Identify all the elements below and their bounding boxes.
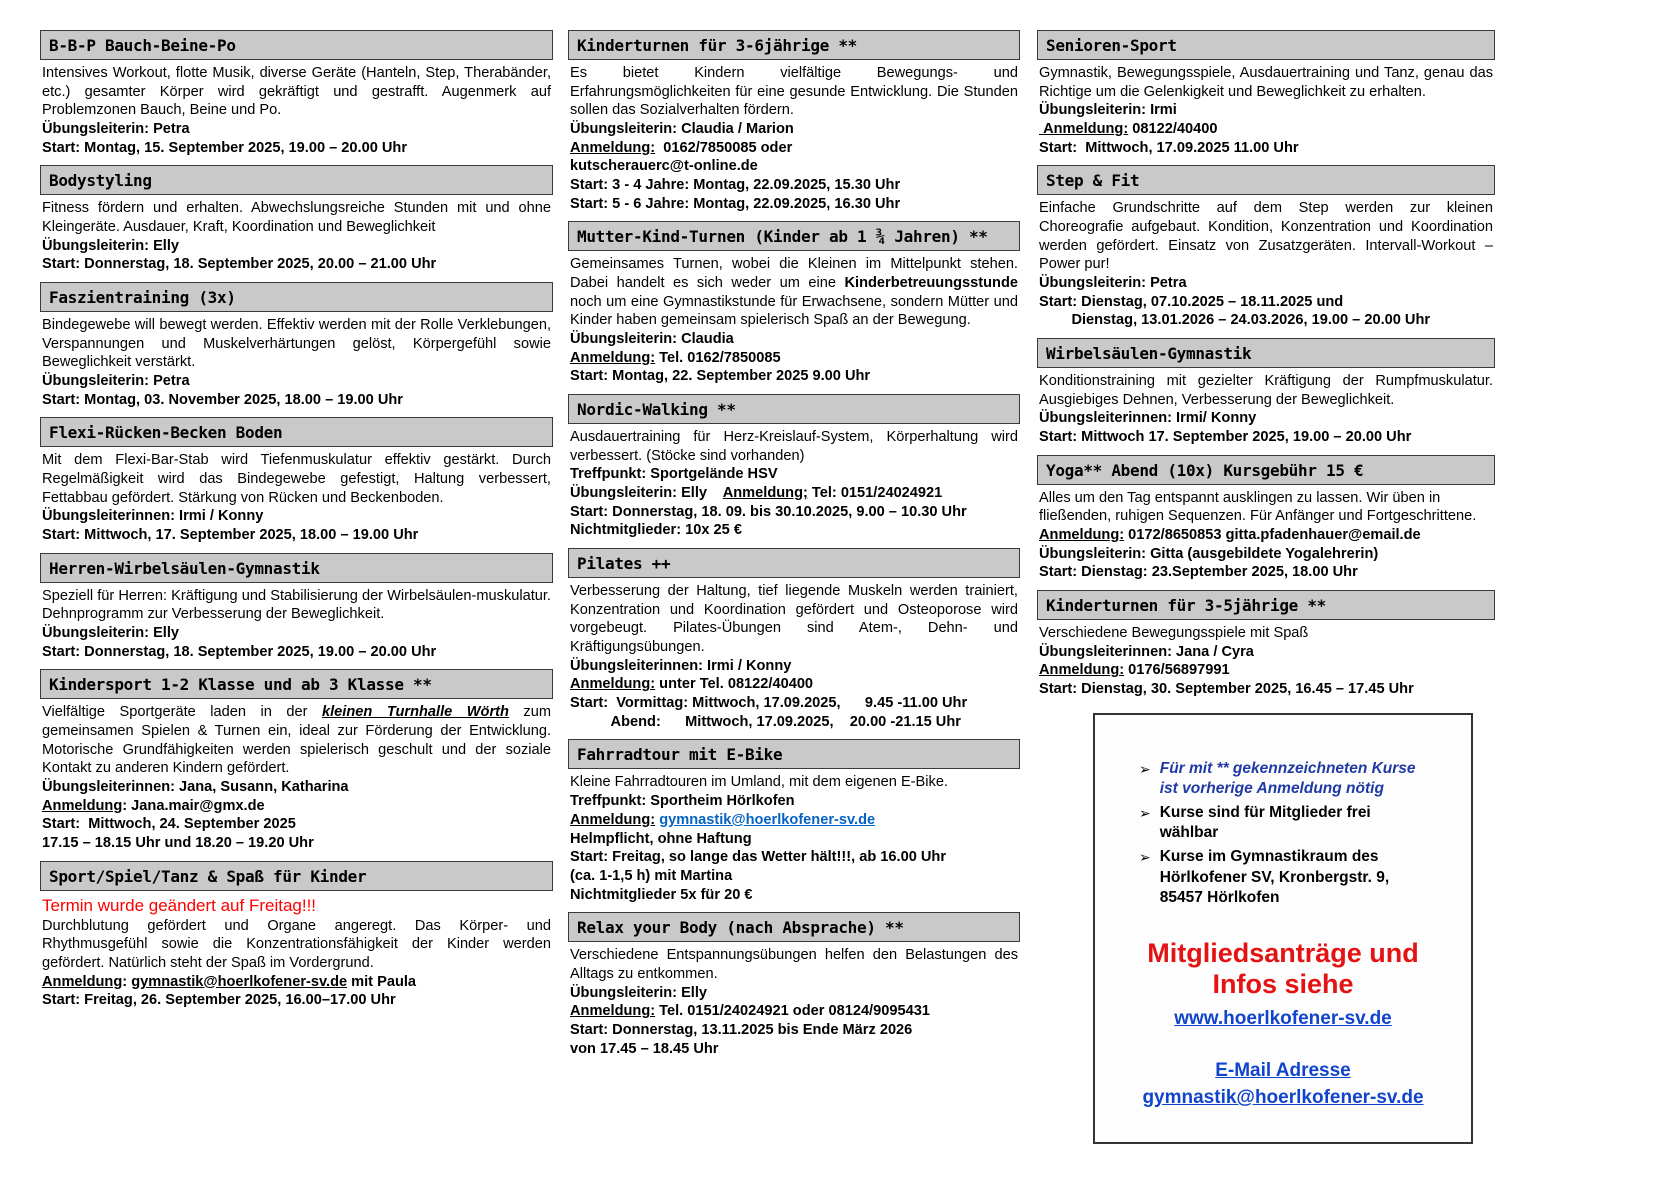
course-text-line (570, 773, 1018, 792)
text-segment: Einfache Grundschritte auf dem Step werden zur kleinen Choreografie aufgebaut. Kondition, Konzentration und Koordination werden gefördert. Einsatz von Zusatzgeräten. Intervall-Workout – Power pur! (1039, 200, 1493, 273)
text-segment: Kleine Fahrradtouren im Umland, mit dem eigenen E-Bike. (570, 774, 948, 791)
course-text-line (570, 792, 1018, 811)
course-text-line (570, 157, 1018, 176)
course-text-line (42, 834, 551, 853)
text-segment: Start: Dienstag, 07.10.2025 – 18.11.2025 und (1039, 293, 1344, 310)
text-segment: Tel. 0162/7850085 (655, 349, 781, 366)
text-segment: Start: Dienstag: 23.September 2025, 18.00 Uhr (1039, 564, 1358, 581)
course-text-line (42, 797, 551, 816)
text-segment: zum gemeinsamen Spielen & Turnen ein, ideal zur Förderung der Entwicklung. Motorische Grundfähigkeiten werden spielerisch geschult und der soziale Kontakt zu anderen Kindern gefördert. (42, 704, 551, 777)
text-segment: Anmeldung: (570, 349, 656, 366)
text-segment: 0176/56897991 (1124, 662, 1230, 679)
course-text-line (1039, 428, 1493, 447)
course-text-line (1039, 526, 1493, 545)
course-text-line (570, 139, 1018, 158)
text-segment: Tel. 0151/24024921 oder 08124/9095431 (655, 1003, 930, 1020)
course-title: Relax your Body (nach Absprache) ** (568, 912, 1020, 942)
course-title: Senioren-Sport (1037, 30, 1495, 60)
text-segment: Helmpflicht, ohne Haftung (570, 830, 752, 847)
text-segment: Anmeldung: (570, 811, 656, 828)
course-body (568, 428, 1020, 540)
course-text-line (1039, 680, 1493, 699)
course-text-line (1039, 274, 1493, 293)
course-body (40, 895, 553, 1010)
course-title: Faszientraining (3x) (40, 282, 553, 312)
text-segment: 0172/8650853 gitta.pfadenhauer@email.de (1124, 527, 1421, 544)
course-title: Fahrradtour mit E-Bike (568, 739, 1020, 769)
text-segment: Start: Freitag, so lange das Wetter hält!!!, ab 16.00 Uhr (570, 849, 947, 866)
course-text-line (42, 895, 551, 917)
course-text-line (570, 984, 1018, 1003)
course-text-line (570, 713, 1018, 732)
text-segment: Start: 5 - 6 Jahre: Montag, 22.09.2025, 16.30 Uhr (570, 195, 901, 212)
course-body (1037, 372, 1495, 447)
text-segment: Start: Vormittag: Mittwoch, 17.09.2025, 9.45 -11.00 Uhr (570, 695, 968, 712)
course-text-line (42, 507, 551, 526)
text-segment: Anmeldung (42, 973, 123, 990)
course-text-line (42, 139, 551, 158)
text-segment: Übungsleiterin: Elly (570, 485, 723, 502)
course-text-line (1039, 199, 1493, 274)
text-segment: Anmeldung; (722, 485, 808, 502)
text-segment: Nichtmitglieder 5x für 20 € (570, 886, 753, 903)
course-text-line (1039, 101, 1493, 120)
email-label-link[interactable]: E-Mail Adresse (1215, 1060, 1351, 1082)
course-text-line (42, 120, 551, 139)
text-segment: Start: Dienstag, 30. September 2025, 16.45 – 17.45 Uhr (1039, 681, 1414, 698)
text-segment: Übungsleiterinnen: Irmi/ Konny (1039, 410, 1257, 427)
text-segment: (ca. 1-1,5 h) mit Martina (570, 867, 733, 884)
course-title: Wirbelsäulen-Gymnastik (1037, 338, 1495, 368)
text-segment: Nichtmitglieder: 10x 25 € (570, 522, 742, 539)
text-segment: Gymnastik, Bewegungsspiele, Ausdauertraining und Tanz, genau das Richtige um die Gelenkigkeit und Beweglichkeit zu erhalten. (1039, 65, 1493, 100)
course-text-line (570, 830, 1018, 849)
course-body (568, 946, 1020, 1058)
text-segment: Uhr (693, 1040, 719, 1057)
text-segment: Start: Montag, 15. September 2025, 19.00 – 20.00 Uhr (42, 139, 408, 156)
text-segment: : Jana.mair@gmx.de (122, 797, 265, 814)
text-segment: 0162/7850085 oder (655, 139, 793, 156)
info-bullet-text: Für mit ** gekennzeichneten Kurse ist vorherige Anmeldung nötig (1159, 759, 1416, 797)
text-segment: unter Tel. 08122/40400 (655, 676, 814, 693)
course-text-line (42, 64, 551, 120)
course-text-line (570, 330, 1018, 349)
text-segment: kutscherauerc@t-online.de (570, 158, 758, 175)
course-text-line (570, 349, 1018, 368)
course-text-line (1039, 624, 1493, 643)
text-segment: 08122/40400 (1128, 121, 1218, 138)
course-card-yoga-abend-10x-kursgebühr-15 (1037, 455, 1495, 582)
course-text-line (570, 176, 1018, 195)
course-text-line (1039, 372, 1493, 409)
course-card-wirbelsäulen-gymnastik (1037, 338, 1495, 447)
text-segment: Verschiedene Entspannungsübungen helfen den Belastungen des Alltags zu entkommen. (570, 947, 1018, 982)
text-segment: Übungsleiterinnen: Jana, Susann, Katharina (42, 779, 349, 796)
info-bullet-text: Kurse im Gymnastikraum des Hörlkofener SV, Kronbergstr. 9, 85457 Hörlkofen (1159, 848, 1390, 906)
course-body (1037, 64, 1495, 157)
arrow-bullet-icon: ➢ (1139, 849, 1151, 866)
course-text-line (42, 316, 551, 372)
course-title: Nordic-Walking ** (568, 394, 1020, 424)
text-segment: Verschiedene Bewegungsspiele mit Spaß (1039, 625, 1309, 642)
course-body (40, 199, 553, 274)
info-bullet-text: Kurse sind für Mitglieder frei wählbar (1159, 804, 1371, 842)
text-segment: Übungsleiterin: Elly (570, 984, 708, 1001)
course-text-line (570, 503, 1018, 522)
arrow-bullet-icon: ➢ (1139, 805, 1151, 822)
course-text-line (570, 465, 1018, 484)
course-text-line (570, 848, 1018, 867)
course-title: Sport/Spiel/Tanz & Spaß für Kinder (40, 861, 553, 891)
club-email-link[interactable]: gymnastik@hoerlkofener-sv.de (1142, 1087, 1424, 1109)
course-body (40, 451, 553, 544)
course-card-mutter-kind-turnen-kinder-ab-1-jahren (568, 221, 1020, 386)
course-text-line (42, 778, 551, 797)
course-text-line (570, 484, 1018, 503)
column-1 (40, 30, 553, 1144)
course-body (40, 703, 553, 852)
text-segment: Übungsleiterin: Gitta (ausgebildete Yogalehrerin) (1039, 545, 1379, 562)
course-text-line (570, 867, 1018, 886)
text-segment: Anmeldung: (570, 676, 656, 693)
text-segment: Start: Montag, 22. September 2025 9.00 Uhr (570, 368, 871, 385)
text-segment: Übungsleiterin: Irmi (1039, 102, 1177, 119)
course-body (568, 64, 1020, 213)
text-segment: Verbesserung der Haltung, tief liegende Muskeln werden trainiert, Konzentration und Koordination gefördert und Osteoporose wird vorgebeugt. Pilates-Übungen sind Atem-, Dehn- und Kräftigungsübungen. (570, 583, 1018, 656)
course-title: Yoga** Abend (10x) Kursgebühr 15 € (1037, 455, 1495, 485)
text-segment: Vielfältige Sportgeräte laden in der (42, 704, 323, 721)
course-card-fahrradtour-mit-e-bike (568, 739, 1020, 904)
text-segment: gymnastik@hoerlkofener-sv.de (131, 973, 348, 990)
course-text-line (570, 367, 1018, 386)
text-segment: Übungsleiterinnen: Irmi / Konny (42, 508, 264, 525)
course-text-line (1039, 545, 1493, 564)
text-segment: Es bietet Kindern vielfältige Bewegungs- und Erfahrungsmöglichkeiten für eine gesunde Entwicklung. Die Stunden sollen das Sozialverhalten fördern. (570, 65, 1018, 119)
course-text-line (570, 1040, 1018, 1059)
text-segment: Gemeinsames Turnen, wobei die Kleinen im Mittelpunkt stehen. Dabei handelt es sich weder um eine (570, 256, 1018, 292)
course-text-line (42, 815, 551, 834)
course-text-line (570, 255, 1018, 330)
text-segment: Start: Donnerstag, 13.11.2025 bis Ende März 2026 (570, 1021, 913, 1038)
text-segment: Treffpunkt: Sportheim Hörlkofen (570, 793, 795, 810)
text-segment: Übungsleiterin: Petra (42, 373, 190, 390)
course-card-nordic-walking (568, 394, 1020, 540)
column-2 (568, 30, 1020, 1144)
course-text-line (1039, 563, 1493, 582)
course-text-line (42, 526, 551, 545)
text-segment: Übungsleiterin: Elly (42, 237, 180, 254)
text-segment: Intensives Workout, flotte Musik, diverse Geräte (Hanteln, Step, Therabänder, etc.) gesamter Körper wird gekräftigt und gestrafft. Augenmerk auf Problemzonen Bauch, Beine und Po. (42, 65, 551, 119)
course-card-kinderturnen-für-3-6jährige (568, 30, 1020, 213)
text-segment: Speziell für Herren: Kräftigung und Stabilisierung der Wirbelsäulen-muskulatur. Dehnprogramm zur Verbesserung der Beweglichkeit. (42, 587, 551, 623)
course-text-line (42, 372, 551, 391)
course-title: Kindersport 1-2 Klasse und ab 3 Klasse ** (40, 669, 553, 699)
course-text-line (1039, 120, 1493, 139)
course-text-line (42, 451, 551, 507)
course-text-line (570, 428, 1018, 465)
course-text-line (570, 582, 1018, 657)
course-text-line (42, 973, 551, 992)
course-body (1037, 489, 1495, 582)
course-body (1037, 199, 1495, 330)
text-segment: Übungsleiterin: Petra (1039, 275, 1187, 292)
course-card-kinderturnen-für-3-5jährige (1037, 590, 1495, 699)
info-box (1093, 713, 1473, 1144)
text-segment: Start: Mittwoch, 17.09.2025 11.00 Uhr (1039, 139, 1299, 156)
course-text-line (1039, 489, 1493, 526)
text-segment: Start: Mittwoch 17. September 2025, 19.00 – 20.00 Uhr (1039, 429, 1412, 446)
course-body (568, 773, 1020, 904)
course-text-line (570, 64, 1018, 120)
course-text-line (1039, 139, 1493, 158)
text-segment: Durchblutung gefördert und Organe angeregt. Das Körper- und Rhythmusgefühl sowie die Konzentrationsfähigkeit der Kinder werden gefördert. Natürlich steht der Spaß im Vordergrund. (42, 917, 551, 971)
course-text-line (42, 391, 551, 410)
course-text-line (42, 703, 551, 778)
text-segment: Bindegewebe will bewegt werden. Effektiv werden mit der Rolle Verklebungen, Verspannungen und Muskelverhärtungen gelöst, Körpergefühl sowie Beweglichkeit verstärkt. (42, 317, 551, 371)
course-text-line (570, 811, 1018, 830)
text-segment: Start: Mittwoch, 17. September 2025, 18.00 – 19.00 Uhr (42, 527, 419, 544)
email-link[interactable]: gymnastik@hoerlkofener-sv.de (659, 811, 876, 828)
course-title: Pilates ++ (568, 548, 1020, 578)
text-segment: Start: Mittwoch, 24. September 2025 (42, 816, 296, 833)
course-title: Herren-Wirbelsäulen-Gymnastik (40, 553, 553, 583)
course-text-line (570, 1002, 1018, 1021)
text-segment: Anmeldung: (1039, 527, 1125, 544)
course-text-line (1039, 643, 1493, 662)
course-text-line (42, 255, 551, 274)
course-card-b-b-p-bauch-beine-po (40, 30, 553, 157)
info-bullet-item (1139, 847, 1451, 907)
course-text-line (42, 199, 551, 236)
course-title: B-B-P Bauch-Beine-Po (40, 30, 553, 60)
course-text-line (570, 886, 1018, 905)
text-segment: 17.15 – 18.15 Uhr und 18.20 – 19.20 Uhr (42, 835, 314, 852)
text-segment: Anmeldung: (570, 1003, 656, 1020)
course-text-line (1039, 661, 1493, 680)
course-title: Bodystyling (40, 165, 553, 195)
text-segment: Übungsleiterin: Petra (42, 121, 190, 138)
text-segment: Übungsleiterin: Claudia (570, 331, 734, 348)
text-segment: Anmeldung (42, 797, 123, 814)
column-3 (1037, 30, 1495, 1144)
course-text-line (570, 195, 1018, 214)
text-segment: Start: Donnerstag, 18. 09. bis 30.10.2025, 9.00 – 10.30 Uhr (570, 503, 967, 520)
text-segment: Start: Donnerstag, 18. September 2025, 20.00 – 21.00 Uhr (42, 256, 437, 273)
text-segment: noch um eine Gymnastikstunde für Erwachsene, sondern Mütter und Kinder haben gemeinsam spielerisch Spaß an der Bewegung. (570, 293, 1018, 329)
course-card-kindersport-1-2-klasse-und-ab-3-klasse (40, 669, 553, 852)
course-card-flexi-rücken-becken-boden (40, 417, 553, 544)
text-segment: Alles um den Tag entspannt ausklingen zu lassen. Wir üben in fließenden, ruhigen Sequenzen. Für Anfänger und Fortgeschrittene. (1039, 489, 1477, 525)
text-segment: Fitness fördern und erhalten. Abwechslungsreiche Stunden mit und ohne Kleingeräte. Ausdauer, Kraft, Koordination und Beweglichkeit (42, 200, 551, 236)
course-card-faszientraining-3x (40, 282, 553, 409)
text-segment: Anmeldung: (1039, 662, 1125, 679)
course-text-line (570, 694, 1018, 713)
course-text-line (570, 675, 1018, 694)
text-segment: Dienstag, 13.01.2026 – 24.03.2026, 19.00 – 20.00 Uhr (1039, 312, 1431, 329)
course-title: Step & Fit (1037, 165, 1495, 195)
text-segment: Kinderbetreuungsstunde (844, 275, 1018, 292)
text-segment: Start: Donnerstag, 18. September 2025, 19.00 – 20.00 Uhr (42, 643, 437, 660)
course-text-line (570, 120, 1018, 139)
course-body (40, 316, 553, 409)
info-bullet-item (1139, 803, 1451, 843)
course-card-pilates (568, 548, 1020, 731)
info-bullet-list (1115, 759, 1451, 908)
course-card-relax-your-body-nach-absprache (568, 912, 1020, 1058)
course-card-senioren-sport (1037, 30, 1495, 157)
text-segment: Abend: Mittwoch, 17.09.2025, 20.00 -21.15 Uhr (570, 713, 961, 730)
text-segment: Übungsleiterinnen: Jana / Cyra (1039, 643, 1254, 660)
text-segment: Konditionstraining mit gezielter Kräftigung der Rumpfmuskulatur. Ausgiebiges Dehnen, Verbesserung der Beweglichkeit. (1039, 373, 1493, 408)
course-text-line (42, 991, 551, 1010)
text-segment: Start: Montag, 03. November 2025, 18.00 – 19.00 Uhr (42, 391, 403, 408)
text-segment: Treffpunkt: Sportgelände HSV (570, 466, 778, 483)
course-body (568, 255, 1020, 386)
text-segment: Übungsleiterinnen: Irmi / Konny (570, 657, 792, 674)
course-text-line (42, 917, 551, 973)
course-card-bodystyling (40, 165, 553, 274)
course-text-line (42, 587, 551, 624)
text-segment: Übungsleiterin: Elly (42, 625, 180, 642)
arrow-bullet-icon: ➢ (1139, 760, 1151, 777)
course-body (568, 582, 1020, 731)
course-text-line (1039, 409, 1493, 428)
text-segment: Mit dem Flexi-Bar-Stab wird Tiefenmuskulatur effektiv gestärkt. Durch Regelmäßigkeit wird das Bindegewebe gefestigt, Haltung verbessert, Fettabbau gefördert. Stärkung von Rücken und Beckenboden. (42, 452, 551, 506)
course-title: Flexi-Rücken-Becken Boden (40, 417, 553, 447)
text-segment: Start: 3 - 4 Jahre: Montag, 22.09.2025, 15.30 Uhr (570, 177, 901, 194)
course-text-line (570, 521, 1018, 540)
course-text-line (570, 657, 1018, 676)
membership-info-heading: Mitgliedsanträge und Infos siehe (1147, 937, 1419, 999)
course-title: Mutter-Kind-Turnen (Kinder ab 1 ¾ Jahren) ** (568, 221, 1020, 251)
course-body (40, 587, 553, 662)
info-bullet-item (1139, 759, 1451, 799)
text-segment: Anmeldung: (1039, 121, 1129, 138)
text-segment: Anmeldung: (570, 139, 656, 156)
course-text-line (42, 237, 551, 256)
text-segment: mit Paula (347, 973, 417, 990)
course-text-line (570, 1021, 1018, 1040)
course-text-line (42, 643, 551, 662)
text-segment: von 17.45 – 18.45 (570, 1040, 694, 1057)
course-body (1037, 624, 1495, 699)
text-segment: kleinen Turnhalle Wörth (322, 704, 509, 721)
course-text-line (42, 624, 551, 643)
course-body (40, 64, 553, 157)
text-segment: Übungsleiterin: Claudia / Marion (570, 121, 794, 138)
course-card-step-fit (1037, 165, 1495, 330)
text-segment: Start: Freitag, 26. September 2025, 16.00–17.00 Uhr (42, 992, 396, 1009)
text-segment: Termin wurde geändert auf Freitag!!! (42, 895, 317, 915)
course-title: Kinderturnen für 3-6jährige ** (568, 30, 1020, 60)
text-segment: Ausdauertraining für Herz-Kreislauf-System, Körperhaltung wird verbessert. (Stöcke sind vorhanden) (570, 429, 1018, 464)
text-segment: : (122, 973, 132, 990)
course-card-sport-spiel-tanz-spaß-für-kinder (40, 861, 553, 1010)
course-title: Kinderturnen für 3-5jährige ** (1037, 590, 1495, 620)
course-card-herren-wirbelsäulen-gymnastik (40, 553, 553, 662)
text-segment: Tel: 0151/24024921 (807, 485, 943, 502)
course-text-line (1039, 64, 1493, 101)
course-text-line (570, 946, 1018, 983)
course-text-line (1039, 293, 1493, 312)
website-link[interactable]: www.hoerlkofener-sv.de (1174, 1007, 1392, 1029)
course-text-line (1039, 311, 1493, 330)
